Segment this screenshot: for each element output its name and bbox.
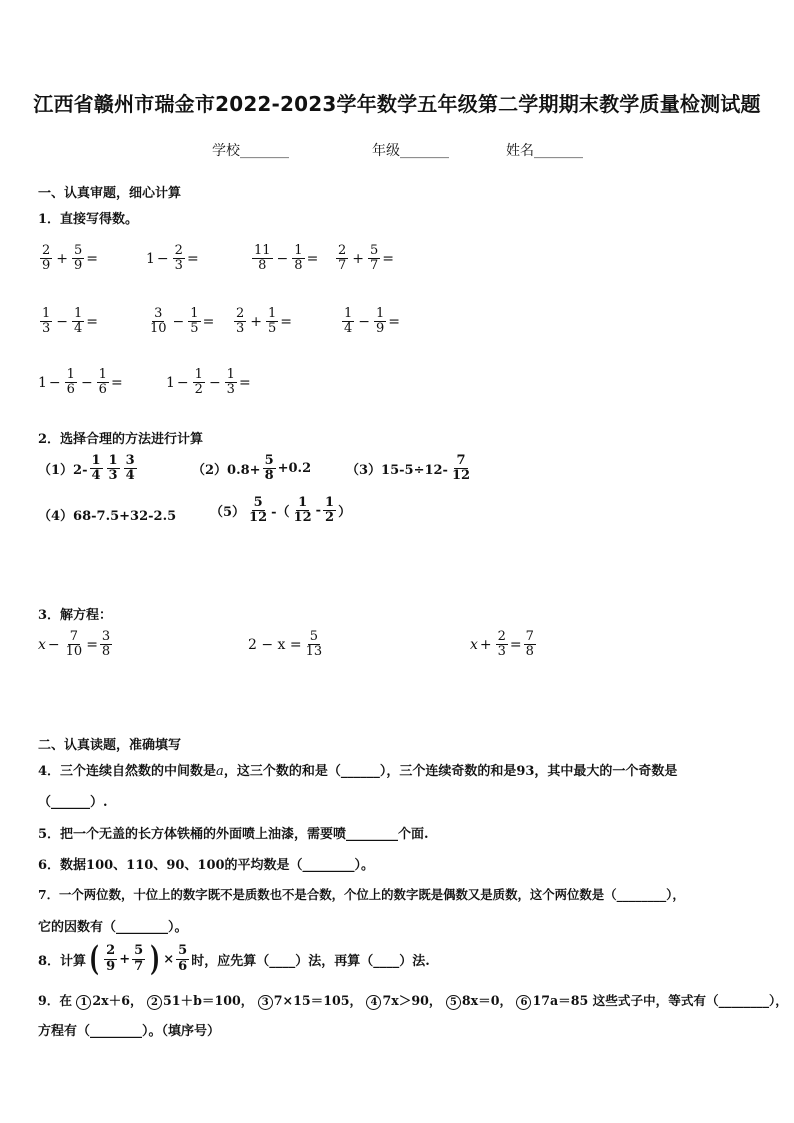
q2-problem-1: （1）2- $\frac{1}{4}$ $\frac{1}{3}$ $\frac{3}{4}$ [38, 453, 135, 484]
q1-expr-7: $\frac{2}{3}$ + $\frac{1}{5}$ = [236, 306, 293, 337]
q3-equation-1: x − $\frac{7}{10}$ = $\frac{3}{8}$ [38, 629, 111, 660]
q2-label: 2．选择合理的方法进行计算 [38, 432, 204, 447]
q1-expr-9: 1 − $\frac{1}{6}$ − $\frac{1}{6}$ = [38, 367, 123, 398]
q2-problem-3: （3）15-5÷12- $\frac{7}{12}$ [346, 453, 471, 484]
page-title: 江西省赣州市瑞金市2022-2023学年数学五年级第二学期期末教学质量检测试题 [33, 92, 761, 116]
q1-label: 1．直接写得数。 [38, 212, 139, 227]
circled-number-4: 4 [366, 995, 381, 1010]
circled-number-6: 6 [516, 995, 531, 1010]
grade-field[interactable]: 年级_______ [372, 143, 449, 159]
q9-line1: 9．在 1 2x＋6， 2 51＋b＝100， 3 7×15＝105， 4 7x＞90， 5 8x＝0， 6 17a＝85 这些式子中，等式有（________）， [38, 993, 788, 1008]
q1-expr-4: $\frac{2}{7}$ + $\frac{5}{7}$ = [338, 243, 395, 274]
q9-line2: 方程有（________）。（填序号） [38, 1024, 221, 1039]
q7-line2: 它的因数有（________）。 [38, 920, 188, 935]
name-field[interactable]: 姓名_______ [506, 143, 583, 159]
q5: 5．把一个无盖的长方体铁桶的外面喷上油漆，需要喷________个面. [38, 827, 429, 842]
circled-number-2: 2 [147, 995, 162, 1010]
q1-expr-8: $\frac{1}{4}$ − $\frac{1}{9}$ = [344, 306, 401, 337]
section1-heading: 一、认真审题，细心计算 [38, 186, 182, 201]
q7-line1: 7．一个两位数，十位上的数字既不是质数也不是合数，个位上的数字既是偶数又是质数，这个两位数是（________）， [38, 887, 685, 902]
q2-problem-5: （5） $\frac{5}{12}$ -（ $\frac{1}{12}$ - $\frac{1}{2}$ ） [210, 495, 352, 526]
q4-line2: （______）. [38, 795, 108, 810]
circled-number-1: 1 [76, 995, 91, 1010]
q3-equation-2: 2 − x = $\frac{5}{13}$ [248, 629, 323, 660]
q2-problem-4: （4）68-7.5+32-2.5 [38, 509, 177, 524]
section2-heading: 二、认真读题，准确填写 [38, 738, 182, 753]
q2-problem-2: （2）0.8+ $\frac{5}{8}$ +0.2 [192, 453, 312, 484]
q1-expr-1: $\frac{2}{9}$ + $\frac{5}{9}$ = [42, 243, 99, 274]
q1-expr-2: 1 − $\frac{2}{3}$ = [146, 243, 199, 274]
q6: 6．数据100、110、90、100的平均数是（________）。 [38, 858, 375, 873]
q4-line1: 4．三个连续自然数的中间数是a，这三个数的和是（______），三个连续奇数的和是93，其中最大的一个奇数是 [38, 764, 678, 779]
school-field[interactable]: 学校_______ [212, 143, 289, 159]
circled-number-5: 5 [446, 995, 461, 1010]
circled-number-3: 3 [258, 995, 273, 1010]
q1-expr-5: $\frac{1}{3}$ − $\frac{1}{4}$ = [42, 306, 99, 337]
q1-expr-10: 1 − $\frac{1}{2}$ − $\frac{1}{3}$ = [166, 367, 251, 398]
q3-equation-3: x + $\frac{2}{3}$ = $\frac{7}{8}$ [470, 629, 534, 660]
q3-label: 3．解方程： [38, 608, 113, 623]
q1-expr-6: $\frac{3}{10}$ − $\frac{1}{5}$ = [150, 306, 215, 337]
q8: 8．计算 ( $\frac{2}{9}$ + $\frac{5}{7}$ ) × $\frac{5}{6}$ 时，应先算（____）法，再算（____）法. [38, 939, 430, 979]
q1-expr-3: $\frac{11}{8}$ − $\frac{1}{8}$ = [254, 243, 319, 274]
